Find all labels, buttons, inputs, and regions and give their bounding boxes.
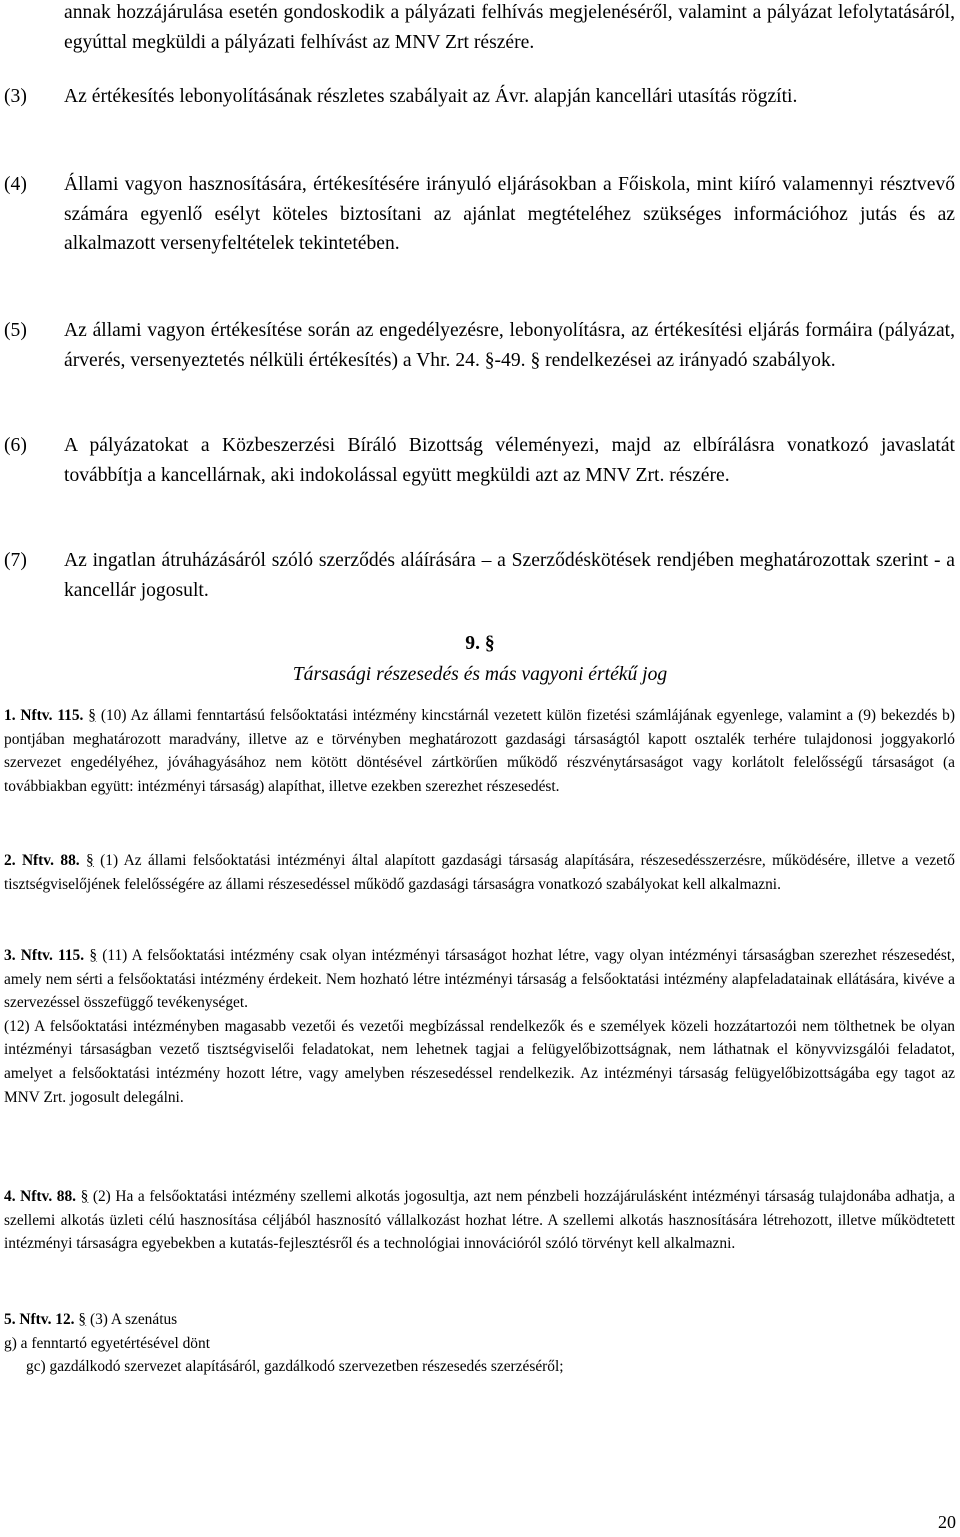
section-sign: § — [86, 852, 94, 869]
paragraph-7 — [0, 546, 955, 605]
page-number: 20 — [938, 1512, 956, 1532]
note-ref: 5. Nftv. 12. — [4, 1311, 75, 1328]
note-ref: 4. Nftv. 88. — [4, 1188, 76, 1205]
note-text: (11) A felsőoktatási intézmény csak olyan intézményi társaságot hozhat létre, vagy olyan intézményi társaságban szerezhet részesedést, amely nem sérti a felsőoktatási intézmény érdekeit. Nem hozható létre intézményi társaság a felsőoktatási intézmény alapfeladatainak ellátására, kivéve a szervezéssel összefüggő tevékenységet. — [4, 947, 955, 1012]
note-extra-text: (12) A felsőoktatási intézményben magasabb vezetői és vezetői megbízással rendelkezők és e személyek közeli hozzátartozói nem tölthetnek be olyan intézményi társaságban vezető tisztségviselői feladatokat, nem lehetnek tagjai a felügyelőbizottságnak, nem láthatnak el könyvvizsgálói feladatot, amelyet a felsőoktatási intézmény hozott létre, vagy amelyben részesedéssel rendelkezik. Az intézményi társaság felügyelőbizottságába egy tagot az MNV Zrt. jogosult delegálni. — [4, 1017, 955, 1106]
note-text: (10) Az állami fenntartású felsőoktatási intézmény kincstárnál vezetett külön fizetési számlájának egyenlege, valamint a (9) bekezdés b) pontjában meghatározott maradvány, illetve az e törvényben meghatározott gazdasági társaságtól kapott osztalék terhére tulajdonosi joggyakorló szervezet engedélyéhez, jóváhagyásához nem kötött döntésével zártkörűen működő részvénytársaságot vagy korlátolt felelősségű társaságot (a továbbiakban együtt: intézményi társaság) alapíthat, illetve ezekben szerezhet részesedést. — [4, 707, 955, 795]
paragraph-number: (4) — [4, 174, 27, 195]
note-line-3: gc) gazdálkodó szervezet alapításáról, gazdálkodó szervezetben részesedés szerzéséről; — [26, 1358, 564, 1376]
section-number-text: 9. § — [465, 633, 495, 654]
paragraph-number: (6) — [4, 435, 27, 456]
paragraph-5 — [0, 316, 955, 375]
note-ref: 2. Nftv. 88. — [4, 852, 80, 869]
note-text: (1) Az állami felsőoktatási intézményi által alapított gazdasági társaság alapítására, részesedésszerzésre, működésére, illetve a vezető tisztségviselőjének felelősségére az állami részesedéssel működő gazdasági társaságra vonatkozó szabályokat kell alkalmazni. — [4, 852, 955, 893]
note-4 — [4, 1185, 955, 1256]
note-3 — [4, 944, 955, 1109]
note-2 — [4, 849, 955, 896]
paragraph-text: Állami vagyon hasznosítására, értékesítésére irányuló eljárásokban a Főiskola, mint kiíró valamennyi résztvevő számára egyenlő esélyt köteles biztosítani az ajánlat megtételéhez szükséges információhoz jutás és az alkalmazott versenyfeltételek tekintetében. — [64, 174, 955, 254]
note-line-2: g) a fenntartó egyetértésével dönt — [4, 1334, 210, 1352]
paragraph-text: A pályázatokat a Közbeszerzési Bíráló Bizottság véleményezi, majd az elbírálásra vonatkozó javaslatát továbbítja a kancellárnak, aki indokolással együtt megküldi azt az MNV Zrt. részére. — [64, 435, 955, 486]
note-ref: 1. Nftv. 115. — [4, 707, 84, 724]
section-title — [0, 664, 960, 686]
paragraph-4 — [0, 170, 955, 259]
paragraph-number: (7) — [4, 550, 27, 571]
section-sign: § — [88, 707, 96, 724]
section-sign: § — [78, 1311, 87, 1328]
note-text: (2) Ha a felsőoktatási intézmény szellemi alkotás jogosultja, azt nem pénzbeli hozzájárulásként intézményi társaság tulajdonába adhatja, a szellemi alkotás üzleti célú hasznosítása céljából hasznosító vállalkozást hozhat létre. A szellemi alkotás hasznosítására létrehozott, illetve működtetett intézményi társaságra egyebekben a kutatás-fejlesztésről és a technológiai innovációról szóló törvényt kell alkalmazni. — [4, 1188, 955, 1253]
paragraph-3 — [0, 82, 955, 112]
paragraph-number: (5) — [4, 320, 27, 341]
note-1 — [4, 704, 955, 798]
section-sign: § — [89, 947, 98, 964]
section-sign: § — [80, 1188, 89, 1205]
paragraph-text: Az ingatlan átruházásáról szóló szerződés aláírására – a Szerződéskötések rendjében meghatározottak szerint - a kancellár jogosult. — [64, 550, 955, 601]
note-ref: 3. Nftv. 115. — [4, 947, 85, 964]
paragraph-continuation: annak hozzájárulása esetén gondoskodik a pályázati felhívás megjelenéséről, valamint a pályázat lefolytatásáról, egyúttal megküldi a pályázati felhívást az MNV Zrt részére. — [64, 2, 955, 53]
note-text: (3) A szenátus — [86, 1311, 178, 1328]
section-title-text: Társasági részesedés és más vagyoni értékű jog — [292, 664, 668, 685]
paragraph-number: (3) — [4, 86, 27, 107]
section-number — [0, 633, 960, 655]
note-5 — [4, 1308, 955, 1379]
paragraph-text: Az állami vagyon értékesítése során az engedélyezésre, lebonyolításra, az értékesítési eljárás formáira (pályázat, árverés, versenyeztetés nélküli értékesítés) a Vhr. 24. §-49. § rendelkezései az irányadó szabályok. — [64, 320, 955, 371]
paragraph-6 — [0, 431, 955, 490]
paragraph-text: Az értékesítés lebonyolításának részletes szabályait az Ávr. alapján kancellári utasítás rögzíti. — [64, 86, 798, 107]
